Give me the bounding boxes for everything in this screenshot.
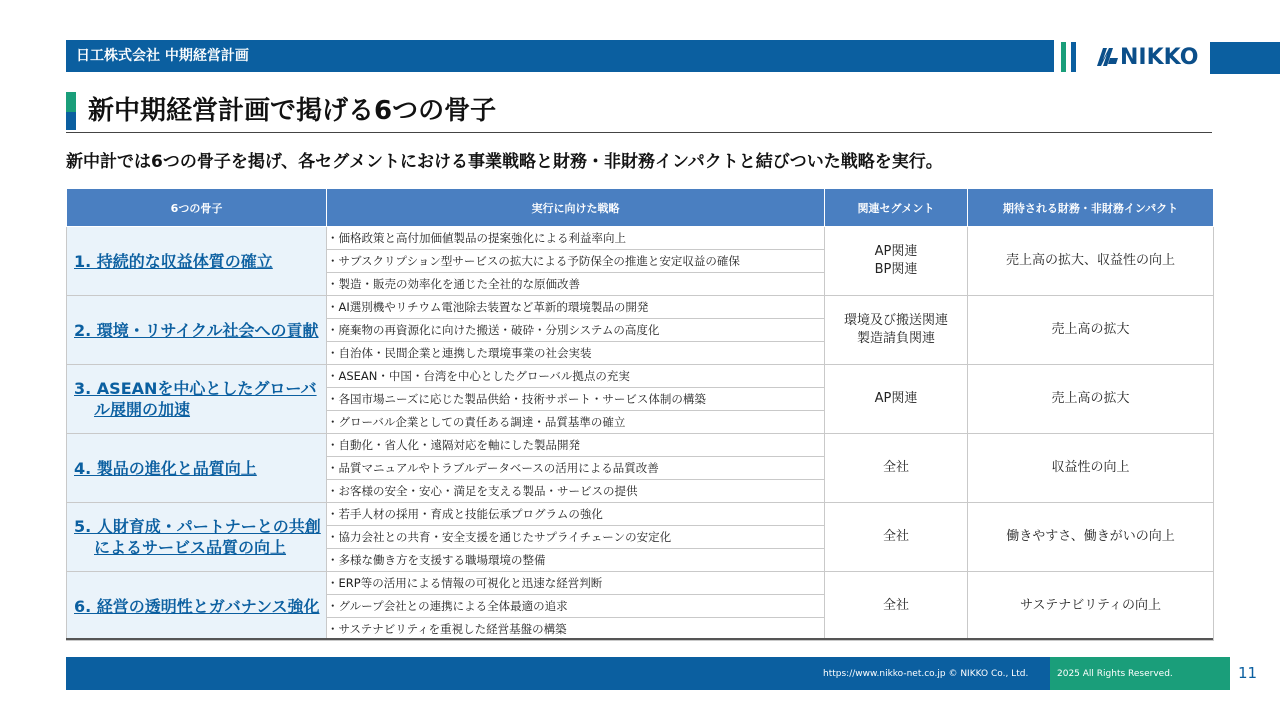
impact-cell: 売上高の拡大 [968, 296, 1214, 365]
pillar-link-5[interactable]: 5. 人財育成・パートナーとの共創によるサービス品質の向上 [74, 517, 321, 557]
strategy-item: ・製造・販売の効率化を通じた全社的な原価改善 [327, 273, 825, 296]
company-label: 日工株式会社 中期経営計画 [76, 48, 249, 64]
segment-label: AP関連 [874, 244, 918, 259]
logo-bar-blue [1071, 42, 1076, 72]
footer-rights: 2025 All Rights Reserved. [1057, 669, 1173, 679]
segment-cell [825, 434, 968, 503]
table-header-row [67, 189, 1214, 227]
page-subtitle: 新中計では6つの骨子を掲げ、各セグメントにおける事業戦略と財務・非財務インパクトと結びついた戦略を実行。 [66, 152, 943, 172]
table-bottom-rule [66, 638, 1213, 640]
logo-blue-band [1210, 42, 1280, 74]
strategy-item: ・グローバル企業としての責任ある調達・品質基準の確立 [327, 411, 825, 434]
strategy-item: ・グループ会社との連携による全体最適の追求 [327, 595, 825, 618]
impact-cell: 収益性の向上 [968, 434, 1214, 503]
strategy-item: ・ERP等の活用による情報の可視化と迅速な経営判断 [327, 572, 825, 595]
segment-label: BP関連 [874, 262, 918, 277]
segment-label: 製造請負関連 [856, 331, 935, 346]
strategy-item: ・サステナビリティを重視した経営基盤の構築 [327, 618, 825, 641]
header-pillars: 6つの骨子 [67, 189, 327, 227]
company-logo [1058, 40, 1280, 74]
pillar-link-6[interactable]: 6. 経営の透明性とガバナンス強化 [74, 596, 320, 616]
impact-cell: 売上高の拡大、収益性の向上 [968, 227, 1214, 296]
page-number: 11 [1230, 657, 1280, 690]
pillar-cell [67, 572, 327, 641]
strategy-item: ・AI選別機やリチウム電池除去装置など革新的環境製品の開発 [327, 296, 825, 319]
nikko-logo-icon [1094, 44, 1120, 70]
segment-label: 環境及び搬送関連 [843, 313, 948, 328]
title-divider [66, 132, 1212, 133]
segment-cell [825, 503, 968, 572]
strategy-item: ・自動化・省人化・遠隔対応を軸にした製品開発 [327, 434, 825, 457]
segment-label: AP関連 [874, 391, 918, 406]
pillars-table [66, 188, 1214, 641]
pillar-cell [67, 365, 327, 434]
strategy-item: ・お客様の安全・安心・満足を支える製品・サービスの提供 [327, 480, 825, 503]
header-segment: 関連セグメント [825, 189, 968, 227]
title-accent [66, 92, 76, 130]
segment-label: 全社 [882, 460, 909, 475]
segment-cell [825, 365, 968, 434]
segment-cell [825, 296, 968, 365]
pillar-cell [67, 227, 327, 296]
pillar-cell [67, 503, 327, 572]
table-row [67, 227, 1214, 250]
header-band [66, 40, 1054, 72]
pillar-link-1[interactable]: 1. 持続的な収益体質の確立 [74, 251, 273, 271]
header-strategy: 実行に向けた戦略 [327, 189, 825, 227]
segment-label: 全社 [882, 529, 909, 544]
strategy-item: ・若手人材の採用・育成と技能伝承プログラムの強化 [327, 503, 825, 526]
pillar-cell [67, 434, 327, 503]
logo-bar-green [1061, 42, 1066, 72]
pillar-link-2[interactable]: 2. 環境・リサイクル社会への貢献 [74, 320, 319, 340]
table-row [67, 365, 1214, 388]
logo-text: NIKKO [1120, 45, 1199, 70]
pillar-link-4[interactable]: 4. 製品の進化と品質向上 [74, 458, 257, 478]
strategy-item: ・価格政策と高付加価値製品の提案強化による利益率向上 [327, 227, 825, 250]
strategy-item: ・廃棄物の再資源化に向けた搬送・破砕・分別システムの高度化 [327, 319, 825, 342]
page-title: 新中期経営計画で掲げる6つの骨子 [88, 96, 497, 126]
impact-cell: 働きやすさ、働きがいの向上 [968, 503, 1214, 572]
strategy-item: ・自治体・民間企業と連携した環境事業の社会実装 [327, 342, 825, 365]
strategy-item: ・サブスクリプション型サービスの拡大による予防保全の推進と安定収益の確保 [327, 250, 825, 273]
segment-cell [825, 227, 968, 296]
header-impact: 期待される財務・非財務インパクト [968, 189, 1214, 227]
table-row [67, 503, 1214, 526]
segment-label: 全社 [882, 598, 909, 613]
table-row [67, 434, 1214, 457]
strategy-item: ・協力会社との共育・安全支援を通じたサプライチェーンの安定化 [327, 526, 825, 549]
impact-cell: サステナビリティの向上 [968, 572, 1214, 641]
segment-cell [825, 572, 968, 641]
footer-url-copyright: https://www.nikko-net.co.jp © NIKKO Co., Ltd. [823, 669, 1029, 679]
strategy-item: ・各国市場ニーズに応じた製品供給・技術サポート・サービス体制の構築 [327, 388, 825, 411]
pillar-link-3[interactable]: 3. ASEANを中心としたグローバル展開の加速 [74, 379, 317, 419]
table-row [67, 296, 1214, 319]
impact-cell: 売上高の拡大 [968, 365, 1214, 434]
pillar-cell [67, 296, 327, 365]
strategy-item: ・品質マニュアルやトラブルデータベースの活用による品質改善 [327, 457, 825, 480]
strategy-item: ・多様な働き方を支援する職場環境の整備 [327, 549, 825, 572]
table-row [67, 572, 1214, 595]
strategy-item: ・ASEAN・中国・台湾を中心としたグローバル拠点の充実 [327, 365, 825, 388]
